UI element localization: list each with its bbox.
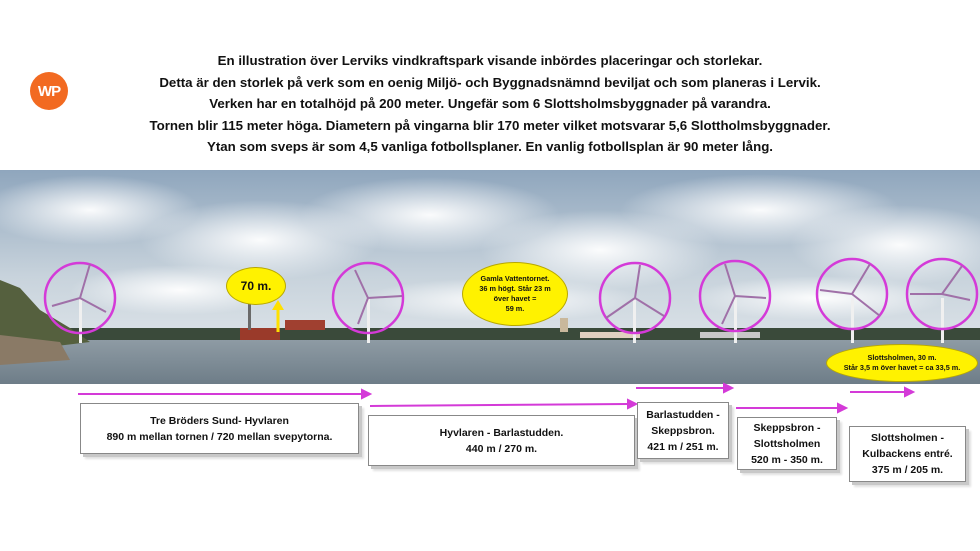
distance-line: Tre Bröders Sund- Hyvlaren [150,414,289,427]
callout-line: Står 3,5 m över havet = ca 33,5 m. [843,363,961,372]
header-line: Verken har en totalhöjd på 200 meter. Ungefär som 6 Slottsholmsbyggnader på varandra. [209,96,771,111]
header-line: Tornen blir 115 meter höga. Diametern på vingarna blir 170 meter vilket motsvarar 5,6 Slottholmsbyggnader. [149,117,831,133]
header-line: Ytan som sveps är som 4,5 vanliga fotbollsplaner. En vanlig fotbollsplan är 90 meter lång. [206,139,774,154]
callout-line: 36 m högt. Står 23 m [479,284,551,293]
wp-logo: WP [30,72,68,110]
distance-line: 421 m / 251 m. [647,440,719,453]
callout-line: Gamla Vattentornet. [480,274,550,283]
distance-box-skeppsbron [737,417,837,470]
callout-text: 70 m. [240,279,272,293]
distance-line: 520 m - 350 m. [751,453,823,466]
header-line: Detta är den storlek på verk som en oenig Miljö- och Byggnadsnämnd beviljat och som planeras i Lervik. [159,74,821,90]
distance-line: Hyvlaren - Barlastudden. [439,426,564,439]
distance-line: Slottsholmen - [871,432,944,444]
distance-box-hyvlaren [368,415,635,466]
distance-line: 890 m mellan tornen / 720 mellan svepytorna. [106,430,333,443]
distance-line: Barlastudden - [646,408,720,421]
water-tower-callout [462,262,568,326]
distance-line: 440 m / 270 m. [465,442,538,455]
distance-box-tre-broders-sund [80,403,359,454]
distance-line: Kulbackens entré. [862,448,953,460]
slottsholmen-callout [826,344,978,382]
header-text [0,50,980,158]
distance-box-barlastudden [637,402,729,459]
distance-box-slottsholmen [849,426,966,482]
distance-line: Skeppsbron. [651,424,715,437]
distance-line: Slottsholmen [753,437,821,450]
chimney-height-callout [226,267,286,305]
header-line: En illustration över Lerviks vindkraftspark visande inbördes placeringar och storlekar. [217,53,763,68]
callout-line: Slottsholmen, 30 m. [867,353,937,362]
distance-line: 375 m / 205 m. [871,464,944,476]
callout-line: över havet = [493,294,537,303]
distance-line: Skeppsbron - [753,421,821,434]
callout-line: 59 m. [505,304,525,313]
